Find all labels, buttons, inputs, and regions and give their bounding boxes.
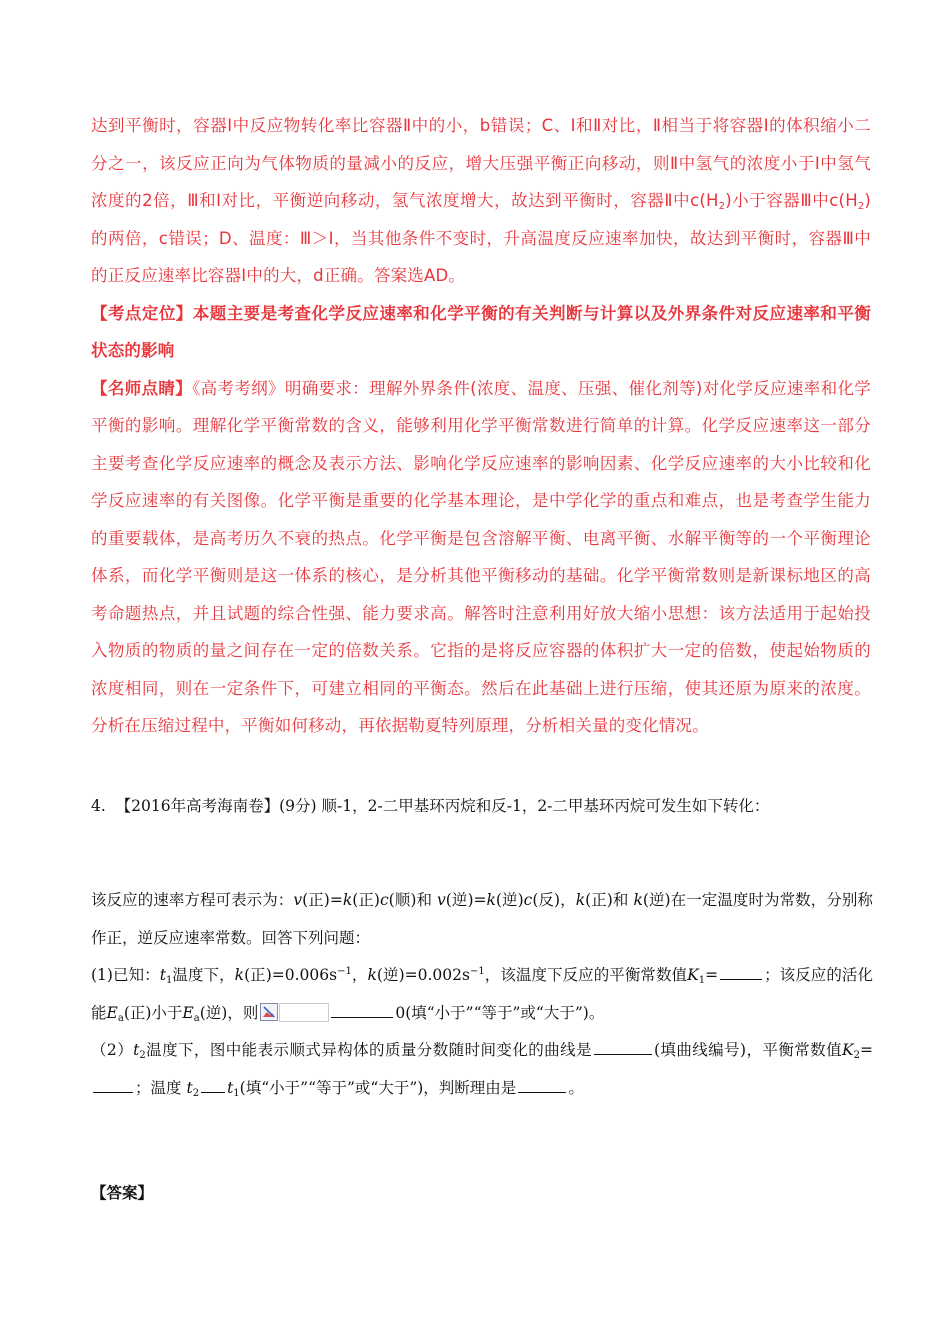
rate-text: (反)， [532,891,576,909]
rate-text: (正)= [302,891,343,909]
subq-text: ；温度 [135,1078,182,1097]
kaodian-label: 【考点定位】 [91,303,193,323]
answer-blank[interactable] [331,1016,393,1018]
subq-superscript: −1 [469,966,485,977]
subq-text: ；该反应的活化 [764,966,873,984]
rate-symbol: v [293,891,303,909]
subq-symbol: t [227,1078,234,1097]
question-stem-block [91,788,873,826]
subq-subscript: 2 [853,1050,860,1061]
subq-subscript: 2 [192,1087,200,1099]
subq-text: 。 [568,1078,584,1097]
answer-blank[interactable] [93,1091,133,1093]
image-placeholder [279,1003,329,1022]
rate-symbol: c [523,891,533,909]
subq-symbol: t [133,1041,140,1059]
subq-subscript: 2 [139,1050,146,1061]
subq-symbol: K [687,966,699,984]
kaodian-paragraph [91,295,871,370]
rate-text: (逆)在一定温度时为常数， [642,891,827,909]
question-stem-text: 顺-1，2-二甲基环丙烷和反-1，2-二甲基环丙烷可发生如下转化： [321,797,770,815]
rate-text: 该反应的速率方程可表示为： [91,891,294,909]
subq-text: (正)=0.006s [244,966,338,984]
subq-text: (正)小于 [123,1003,183,1022]
mingshi-text: 《高考考纲》明确要求：理解外界条件(浓度、温度、压强、催化剂等)对化学反应速率和化学平衡的影响。理解化学平衡常数的含义，能够利用化学平衡常数进行简单的计算。化学反应速率这一部分主要考查化学反应速率的概念及表示方法、影响化学反应速率的影响因素、化学反应速率的大小比较和化学反应速率的有关图像。化学平衡是重要的化学基本理论，是中学化学的重点和难点，也是考查学生能力的重要载体，是高考历久不衰的热点。化学平衡是包含溶解平衡、电离平衡、水解平衡等的一个平衡理论体系，而化学平衡则是这一体系的核心，是分析其他平衡移动的基础。化学平衡常数则是新课标地区的高考命题热点，并且试题的综合性强、能力要求高。解答时注意利用好放大缩小思想：该方法适用于起始投入物质的物质的量之间存在一定的倍数关系。它指的是将反应容器的体积扩大一定的倍数，使起始物质的浓度相同，则在一定条件下，可建立相同的平衡态。然后在此基础上进行压缩，使其还原为原来的浓度。分析在压缩过程中，平衡如何移动，再依据勒夏特列原理，分析相关量的变化情况。 [91,378,872,735]
subq-subscript: a [193,1012,200,1024]
subq-text: (1)已知： [91,966,160,984]
subq-text: ， [351,966,368,984]
subquestion-2 [91,1032,873,1107]
subquestion-1 [91,957,873,1032]
subq-text: = [859,1041,873,1059]
answer-label: 【答案】 [91,1183,154,1202]
broken-image-icon [260,1003,278,1021]
subq-subscript: 1 [698,975,706,986]
formula-text: c(H [690,191,719,210]
explanation-text: )的两倍，c错误；D、温度：Ⅲ＞Ⅰ，当其他条件不变时，升高温度反应速率加快，故达到平衡时，容器Ⅲ中的正反应速率比容器Ⅰ中的大，d正确。答案选AD。 [91,191,872,285]
rate-text: (逆)= [445,891,487,909]
formula-subscript: 2 [857,201,865,212]
rate-text: (正) [352,891,380,909]
answer-blank[interactable] [594,1053,652,1055]
subq-text: (逆)，则 [199,1003,259,1022]
question-score: (9分) [279,797,317,815]
rate-symbol: k [575,891,586,909]
subq-subscript: 1 [233,1087,240,1099]
subq-text: （2） [91,1041,134,1059]
subq-text: 能 [91,1003,107,1022]
subq-subscript: a [117,1012,124,1024]
subq-symbol: t [159,966,166,984]
subq-text: (填“小于”“等于”或“大于”)，判断理由是 [239,1078,517,1097]
rate-symbol: k [486,891,496,909]
subq-symbol: E [106,1003,118,1022]
rate-text: 分别称作正，逆反应速率常数。回答下列问题： [91,891,873,947]
subq-superscript: −1 [337,966,352,977]
subq-symbol: t [186,1078,193,1097]
subq-text: = [705,966,719,984]
answer-blank[interactable] [518,1091,566,1093]
subq-text: 温度下， [172,966,235,984]
subq-symbol: k [234,966,245,984]
question-body-block [91,882,873,1107]
subq-text: 温度下，图中能表示顺式异构体的质量分数随时间变化的曲线是 [145,1041,592,1059]
explanation-block [91,107,871,745]
subq-symbol: E [182,1003,194,1022]
answer-blank[interactable] [201,1091,225,1093]
rate-symbol: v [437,891,446,909]
subq-subscript: 1 [165,975,173,986]
answer-blank[interactable] [720,978,762,980]
rate-text: (逆) [495,891,524,909]
rate-symbol: c [379,891,389,909]
rate-text: (正)和 [585,891,629,909]
formula-subscript: 2 [718,201,726,212]
subq-text: (填曲线编号)，平衡常数值 [653,1041,842,1059]
rate-symbol: k [342,891,353,909]
subq-text: 0(填“小于”“等于”或“大于”)。 [395,1003,605,1022]
rate-equation-paragraph [91,882,873,957]
formula-text: c(H [829,191,858,210]
rate-text: (顺)和 [388,891,433,909]
explanation-text: )小于容器Ⅲ中 [725,191,830,210]
question-source: 【2016年高考海南卷】 [115,797,280,815]
rate-symbol: k [633,891,643,909]
question-number: 4. [91,797,106,815]
mingshi-paragraph [91,370,871,745]
mingshi-label: 【名师点睛】 [91,378,193,398]
subq-symbol: k [367,966,377,984]
kaodian-text: 本题主要是考查化学反应速率和化学平衡的有关判断与计算以及外界条件对反应速率和平衡状态的影响 [91,303,872,360]
subq-symbol: K [842,1041,854,1059]
explanation-text: 达到平衡时，容器Ⅰ中反应物转化率比容器Ⅱ中的小，b错误；C、Ⅰ和Ⅱ对比，Ⅱ相当于将容器Ⅰ的体积缩小二分之一，该反应正向为气体物质的量减小的反应，增大压强平衡正向移动，则Ⅱ中氢气的浓度小于Ⅰ中氢气浓度的2倍，Ⅲ和Ⅰ对比，平衡逆向移动，氢气浓度增大，故达到平衡时，容器Ⅱ中 [91,116,871,210]
subq-text: ，该温度下反应的平衡常数值 [484,966,688,984]
answer-block [91,1174,873,1212]
subq-text: (逆)=0.002s [376,966,470,984]
question-stem [91,788,873,826]
explanation-paragraph [91,107,871,295]
